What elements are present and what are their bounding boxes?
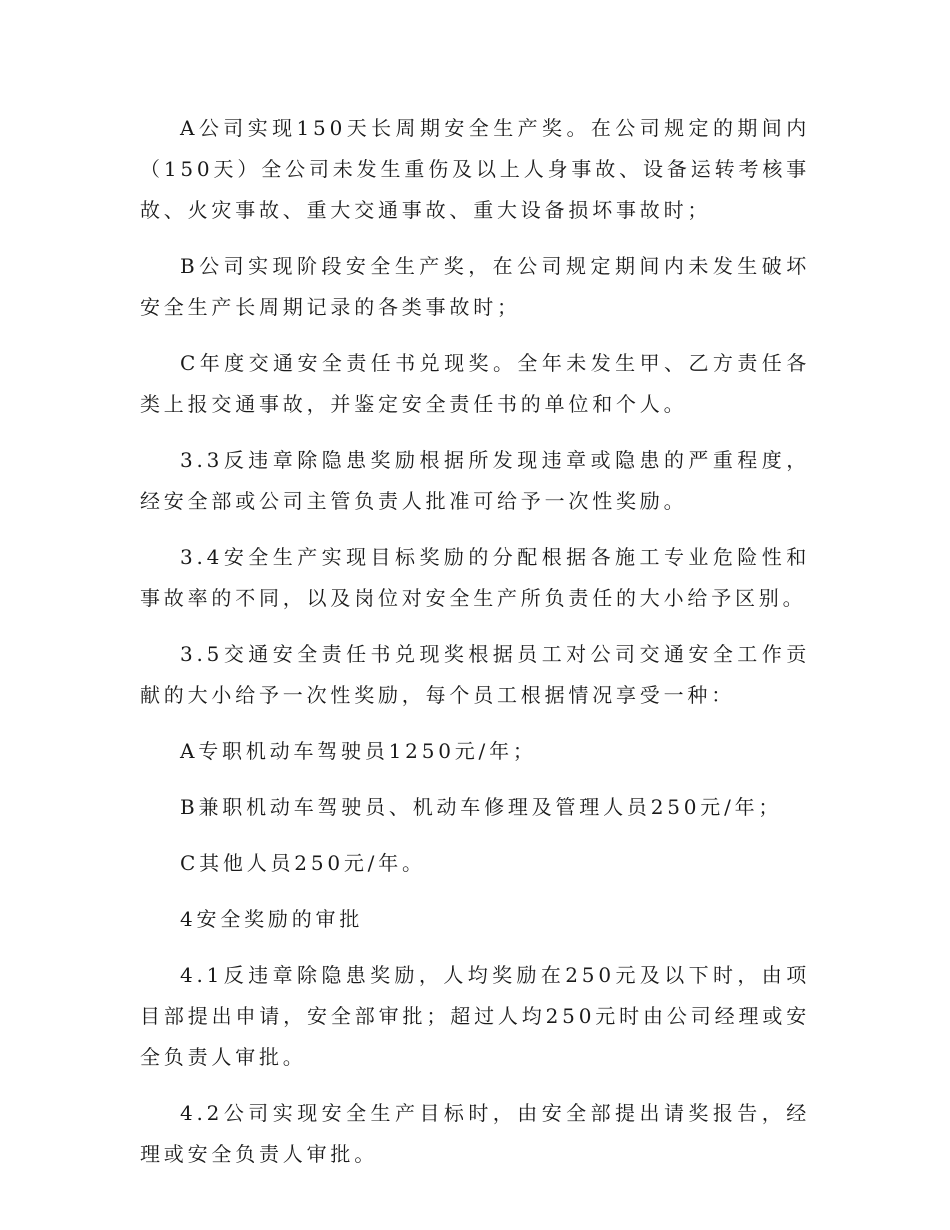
paragraph-3-5-c: C其他人员250元/年。 (180, 851, 426, 875)
paragraph-award-c-traffic: C年度交通安全责任书兑现奖。全年未发生甲、乙方责任各类上报交通事故，并鉴定安全责任书的单位和个人。 (140, 351, 810, 416)
paragraph-3-5-a: A专职机动车驾驶员1250元/年； (180, 739, 537, 763)
paragraph-3-5: 3.5交通安全责任书兑现奖根据员工对公司交通安全工作贡献的大小给予一次性奖励，每个员工根据情况享受一种： (140, 642, 810, 707)
paragraph-award-b-stage: B公司实现阶段安全生产奖，在公司规定期间内未发生破坏安全生产长周期记录的各类事故时； (140, 254, 810, 319)
paragraph-3-5-b: B兼职机动车驾驶员、机动车修理及管理人员250元/年； (180, 795, 783, 819)
paragraph-3-4: 3.4安全生产实现目标奖励的分配根据各施工专业危险性和事故率的不同，以及岗位对安全生产所负责任的大小给予区别。 (140, 545, 810, 610)
paragraph-3-3: 3.3反违章除隐患奖励根据所发现违章或隐患的严重程度，经安全部或公司主管负责人批准可给予一次性奖励。 (140, 448, 810, 513)
paragraph-4-1: 4.1反违章除隐患奖励，人均奖励在250元及以下时，由项目部提出申请，安全部审批；超过人均250元时由公司经理或安全负责人审批。 (140, 963, 810, 1069)
section-heading-4: 4安全奖励的审批 (180, 907, 364, 931)
paragraph-4-2: 4.2公司实现安全生产目标时，由安全部提出请奖报告，经理或安全负责人审批。 (140, 1101, 810, 1166)
paragraph-award-a-150-days: A公司实现150天长周期安全生产奖。在公司规定的期间内（150天）全公司未发生重伤及以上人身事故、设备运转考核事故、火灾事故、重大交通事故、重大设备损坏事故时； (140, 116, 810, 222)
document-body (140, 108, 810, 1190)
